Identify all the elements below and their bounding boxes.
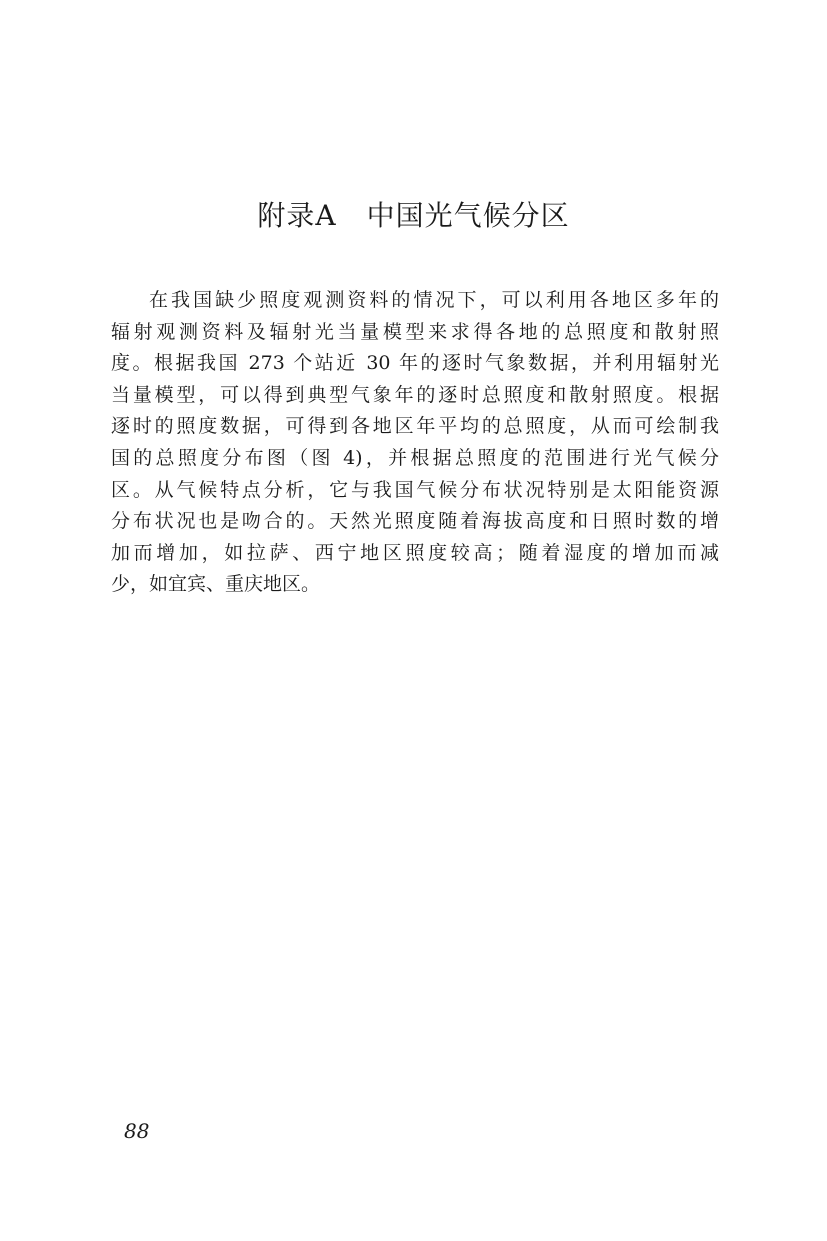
appendix-label: 附录A: [257, 199, 337, 232]
page-title: [0, 196, 827, 236]
paragraph-line: 分布状况也是吻合的。天然光照度随着海拔高度和日照时数的增: [111, 510, 719, 533]
page-number: 88: [124, 1119, 150, 1143]
paragraph-line: 辐射观测资料及辐射光当量模型来求得各地的总照度和散射照: [111, 320, 719, 343]
paragraph-line: 在我国缺少照度观测资料的情况下，可以利用各地区多年的: [149, 289, 719, 311]
paragraph-line: 度。根据我国 273 个站近 30 年的逐时气象数据，并利用辐射光: [111, 352, 719, 375]
paragraph-line: 区。从气候特点分析，它与我国气候分布状况特别是太阳能资源: [111, 478, 719, 501]
paragraph-line: 国的总照度分布图（图 4)，并根据总照度的范围进行光气候分: [111, 446, 719, 469]
body-paragraph: [111, 285, 719, 601]
paragraph-line: 逐时的照度数据，可得到各地区年平均的总照度，从而可绘制我: [111, 415, 719, 438]
appendix-title: 中国光气候分区: [366, 199, 570, 232]
paragraph-line: 加而增加，如拉萨、西宁地区照度较高；随着湿度的增加而减: [111, 541, 719, 564]
paragraph-line: 少，如宜宾、重庆地区。: [111, 573, 321, 596]
paragraph-line: 当量模型，可以得到典型气象年的逐时总照度和散射照度。根据: [111, 383, 719, 406]
